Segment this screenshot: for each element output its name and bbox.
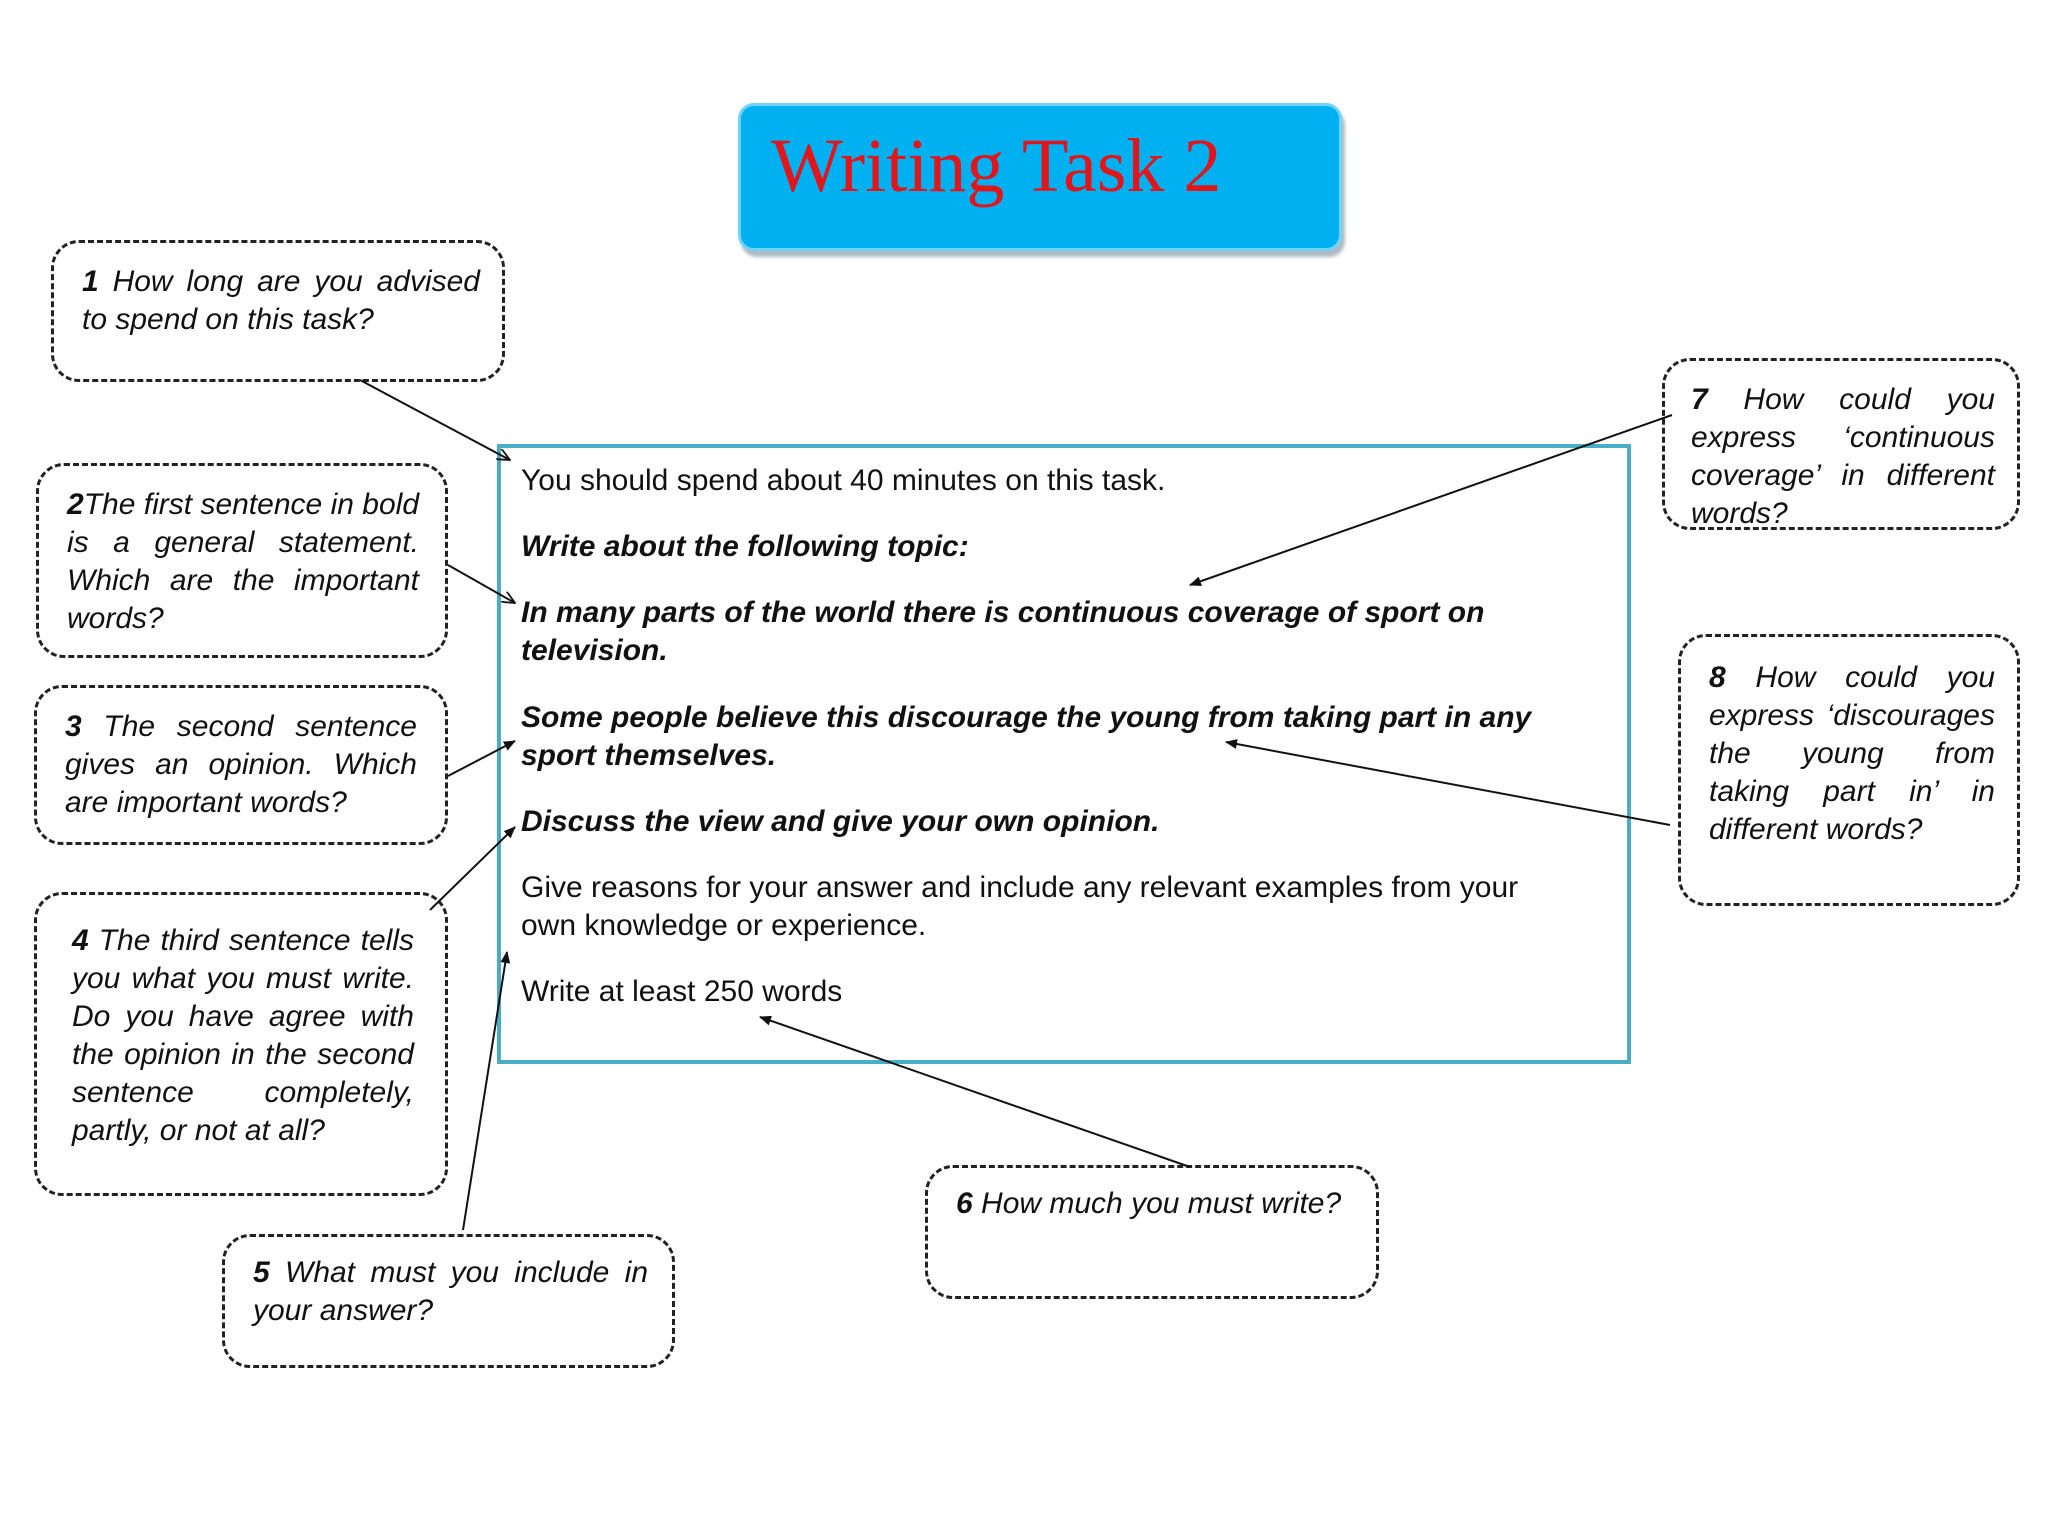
question-1-text <box>82 263 480 339</box>
question-7-text <box>1691 381 1995 533</box>
question-1-body: How long are you advised to spend on this task? <box>82 265 480 336</box>
task-prompt-box <box>497 444 1631 1064</box>
question-5-number: 5 <box>253 1256 270 1289</box>
question-4-body: The third sentence tells you what you must write. Do you have agree with the opinion in the second sentence completely, partly, or not at all? <box>72 924 414 1147</box>
question-5-text <box>253 1254 648 1330</box>
arrow-question-1 <box>360 380 510 460</box>
question-6-body: How much you must write? <box>981 1187 1342 1220</box>
question-4-number: 4 <box>72 924 89 957</box>
task-opinion-line-2: sport themselves. <box>521 739 777 772</box>
question-3-number: 3 <box>65 710 82 743</box>
task-instruction-time: You should spend about 40 minutes on this task. <box>521 464 1166 497</box>
question-callout-8 <box>1678 634 2020 906</box>
task-topic-heading: Write about the following topic: <box>521 530 969 563</box>
question-1-number: 1 <box>82 265 99 298</box>
page-title: Writing Task 2 <box>771 124 1222 208</box>
task-statement-line-2: television. <box>521 634 668 667</box>
question-8-text <box>1709 659 1995 849</box>
question-callout-5 <box>222 1234 675 1368</box>
question-callout-6 <box>925 1165 1379 1299</box>
question-8-body: How could you express ‘discourages the young from taking part in’ in different words? <box>1709 661 1995 846</box>
question-2-body: The first sentence in bold is a general statement. Which are the important words? <box>67 488 419 635</box>
question-callout-2 <box>36 463 448 658</box>
question-callout-7 <box>1662 358 2020 530</box>
question-callout-3 <box>34 685 448 845</box>
question-7-body: How could you express ‘continuous coverage’ in different words? <box>1691 383 1995 530</box>
question-3-body: The second sentence gives an opinion. Which are important words? <box>65 710 417 819</box>
question-8-number: 8 <box>1709 661 1726 694</box>
task-reasons-line-2: own knowledge or experience. <box>521 909 927 942</box>
task-reasons-line-1: Give reasons for your answer and include any relevant examples from your <box>521 871 1519 904</box>
question-4-text <box>72 922 414 1150</box>
task-word-count: Write at least 250 words <box>521 975 843 1008</box>
question-5-body: What must you include in your answer? <box>253 1256 649 1327</box>
question-callout-1 <box>51 240 505 382</box>
question-callout-4 <box>34 892 448 1196</box>
task-discuss-instruction: Discuss the view and give your own opinion. <box>521 805 1160 838</box>
task-opinion-line-1: Some people believe this discourage the young from taking part in any <box>521 701 1532 734</box>
question-3-text <box>65 708 417 822</box>
title-banner <box>738 103 1342 251</box>
question-2-text <box>67 486 419 638</box>
question-6-text <box>956 1185 1352 1223</box>
question-2-number: 2 <box>67 488 84 521</box>
task-statement-line-1: In many parts of the world there is continuous coverage of sport on <box>521 596 1485 629</box>
question-6-number: 6 <box>956 1187 973 1220</box>
question-7-number: 7 <box>1691 383 1708 416</box>
